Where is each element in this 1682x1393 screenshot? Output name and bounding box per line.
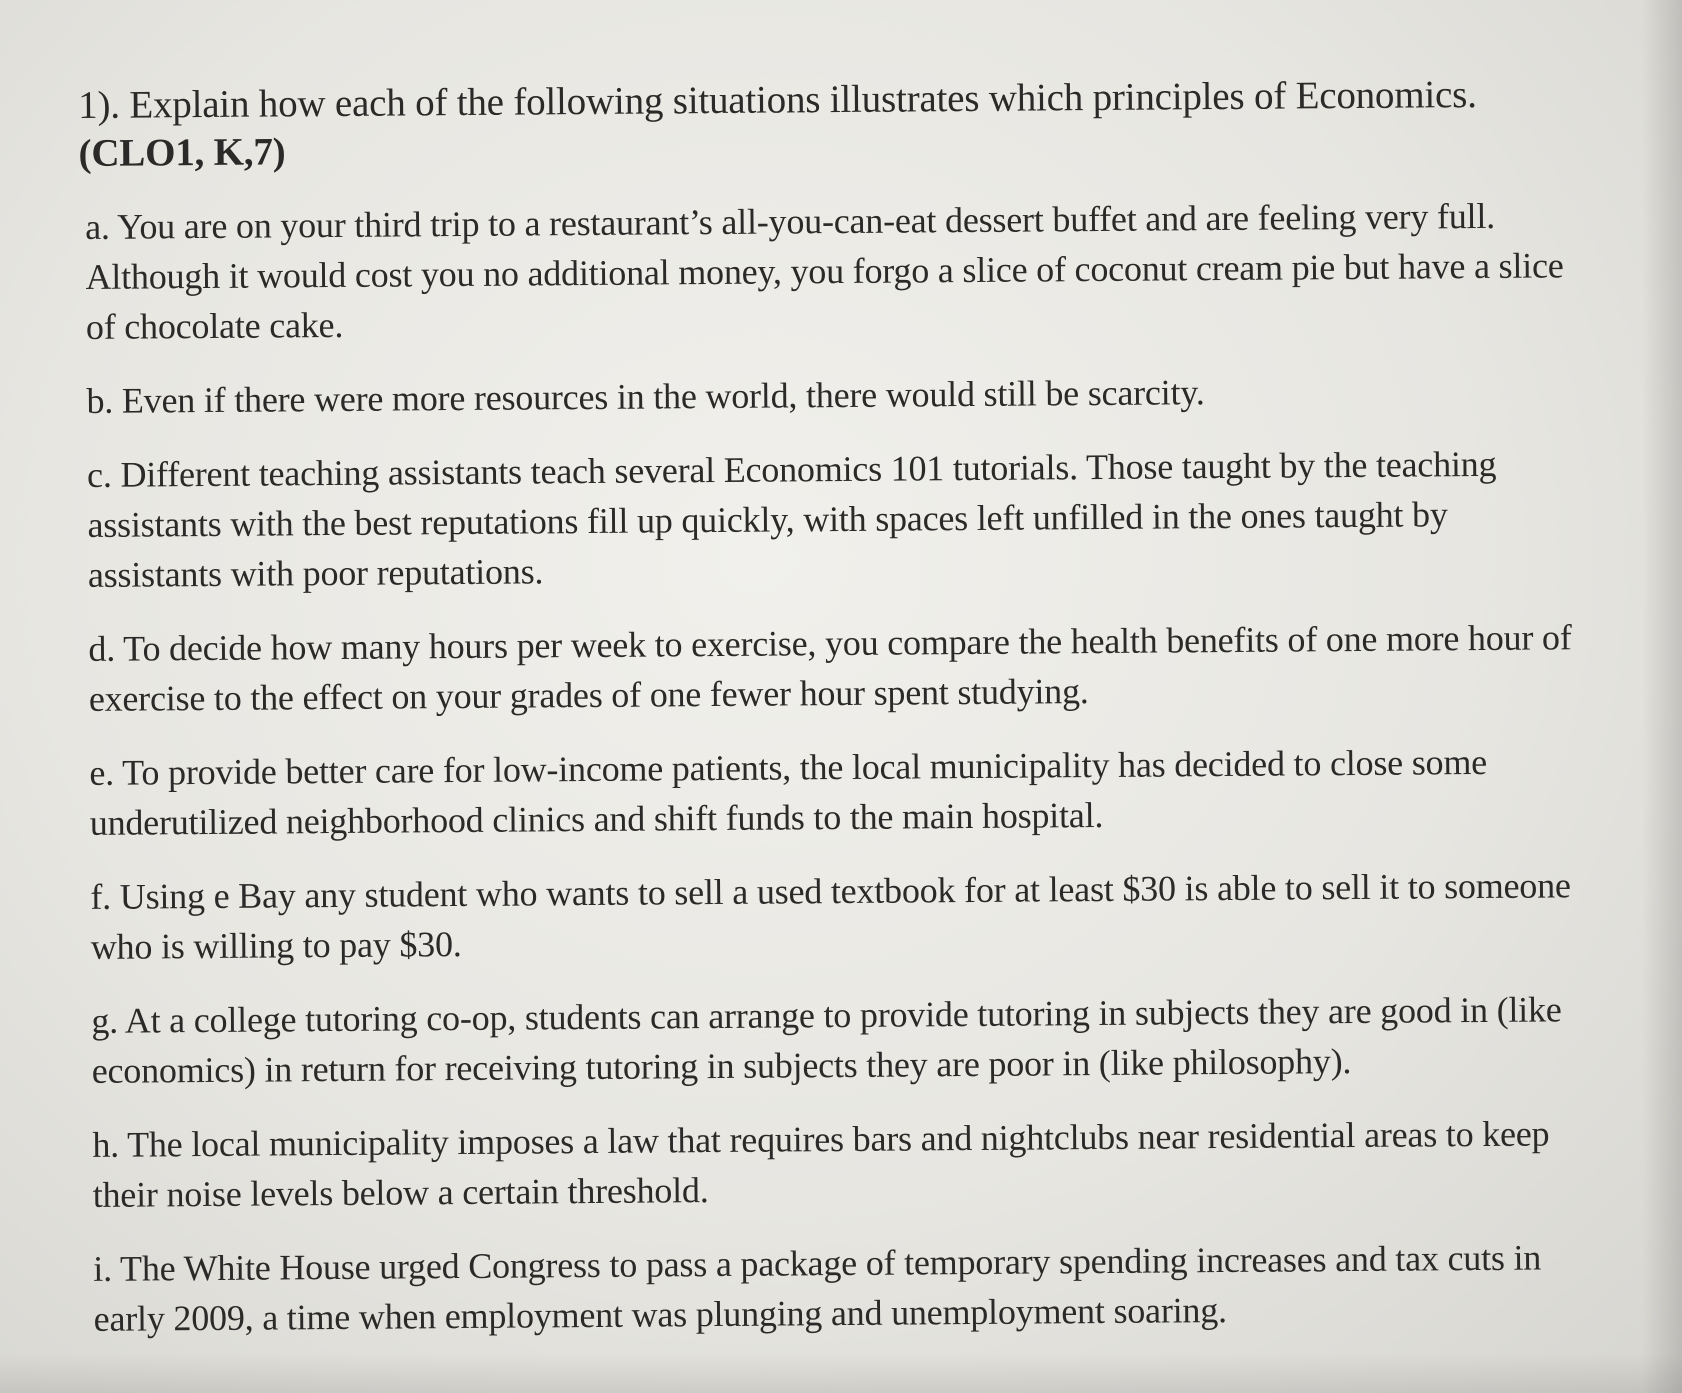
list-item-d (88, 612, 1579, 724)
list-item-c (87, 438, 1578, 600)
item-label: a. (84, 206, 110, 247)
question-text: 1). Explain how each of the following situations illustrates which principles of Economics. (78, 73, 1477, 127)
list-item-g (91, 984, 1582, 1096)
item-text: To provide better care for low-income patients, the local municipality has decided to close some underutilized neighborhood clinics and shift funds to the main hospital. (89, 741, 1488, 843)
item-text: Using e Bay any student who wants to sell a used textbook for at least $30 is able to sell it to someone who is willing to pay $30. (90, 865, 1571, 967)
item-label: h. (92, 1124, 120, 1165)
list-item-i (93, 1232, 1584, 1344)
list-item-a (85, 190, 1576, 352)
item-text: Different teaching assistants teach several Economics 101 tutorials. Those taught by the teaching assistants with the best reputations fill up quickly, with spaces left unfilled in the ones taught by assistants with poor reputations. (87, 443, 1497, 595)
list-item-h (92, 1108, 1583, 1220)
item-label: c. (86, 454, 112, 495)
item-text: The local municipality imposes a law that requires bars and nightclubs near residential areas to keep their noise levels below a certain threshold. (92, 1113, 1550, 1215)
question-heading (78, 70, 1599, 178)
document-body (78, 70, 1608, 1368)
item-label: e. (89, 752, 115, 793)
item-label: i. (93, 1248, 113, 1289)
item-text: To decide how many hours per week to exercise, you compare the health benefits of one more hour of exercise to the effect on your grades of one fewer hour spent studying. (88, 617, 1572, 719)
item-text: At a college tutoring co-op, students can arrange to provide tutoring in subjects they are good in (like economics) in return for receiving tutoring in subjects they are poor in (like philosophy). (91, 989, 1562, 1091)
item-text: You are on your third trip to a restaurant’s all-you-can-eat dessert buffet and are feeling very full. Although it would cost you no additional money, you forgo a slice of coconut cream pie but have a slice of chocolate cake. (85, 195, 1564, 347)
item-label: b. (86, 380, 114, 421)
edge-shadow-bottom (0, 1353, 1682, 1393)
item-label: g. (91, 1000, 119, 1041)
edge-shadow-right (1642, 0, 1682, 1393)
list-item-f (90, 860, 1581, 972)
question-code: (CLO1, K,7) (78, 130, 286, 175)
list-item-e (89, 736, 1580, 848)
list-item-b (86, 364, 1576, 426)
item-label: d. (88, 628, 116, 669)
item-text: Even if there were more resources in the world, there would still be scarcity. (121, 372, 1205, 421)
item-text: The White House urged Congress to pass a package of temporary spending increases and tax cuts in early 2009, a time when employment was plunging and unemployment soaring. (93, 1237, 1542, 1339)
item-label: f. (90, 876, 112, 917)
